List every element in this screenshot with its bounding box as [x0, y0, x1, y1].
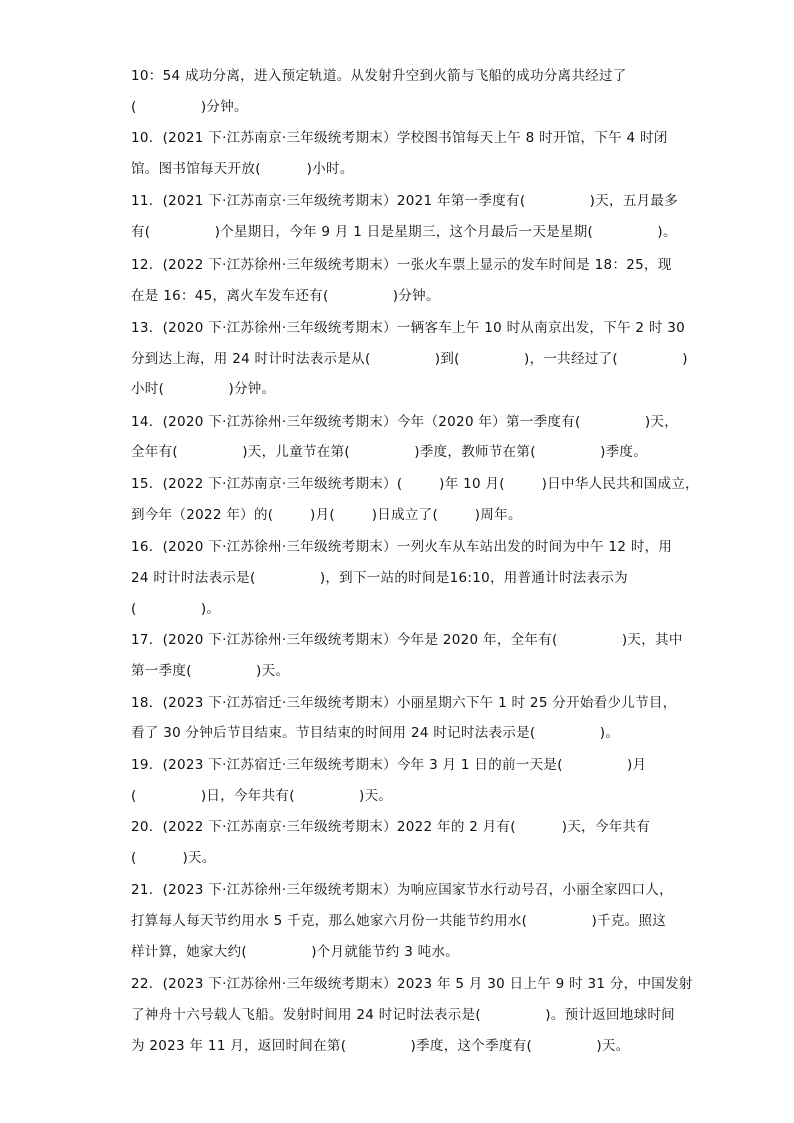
- text-line: 看了 30 分钟后节目结束。节目结束的时间用 24 时记时法表示是( )。: [131, 725, 620, 741]
- text-line: ( )分钟。: [131, 99, 248, 115]
- text-line: 10．(2021 下·江苏南京·三年级统考期末）学校图书馆每天上午 8 时开馆，下午 4 时闭: [131, 130, 668, 146]
- text-line: 22．(2023 下·江苏徐州·三年级统考期末）2023 年 5 月 30 日上午 9 时 31 分，中国发射: [131, 976, 693, 992]
- text-line: 小时( )分钟。: [131, 381, 276, 397]
- text-line: 样计算，她家大约( )个月就能节约 3 吨水。: [131, 944, 460, 960]
- text-line: 第一季度( )天。: [131, 663, 290, 679]
- text-line: 14．(2020 下·江苏徐州·三年级统考期末）今年（2020 年）第一季度有( )天，: [131, 414, 679, 430]
- text-line: 13．(2020 下·江苏徐州·三年级统考期末）一辆客车上午 10 时从南京出发，下午 2 时 30: [131, 320, 686, 336]
- text-line: 24 时计时法表示是( )，到下一站的时间是16:10，用普通计时法表示为: [131, 570, 628, 586]
- text-line: 15．(2022 下·江苏南京·三年级统考期末）( )年 10 月( )日中华人民共和国成立，: [131, 476, 699, 492]
- text-line: ( )日，今年共有( )天。: [131, 788, 393, 804]
- text-line: 打算每人每天节约用水 5 千克，那么她家六月份一共能节约用水( )千克。照这: [131, 913, 667, 929]
- text-line: 12．(2022 下·江苏徐州·三年级统考期末）一张火车票上显示的发车时间是 18：25，现: [131, 257, 672, 273]
- text-line: 在是 16：45，离火车发车还有( )分钟。: [131, 288, 440, 304]
- text-line: 18．(2023 下·江苏宿迁·三年级统考期末）小丽星期六下午 1 时 25 分开始看少儿节目，: [131, 695, 677, 711]
- text-line: 为 2023 年 11 月，返回时间在第( )季度，这个季度有( )天。: [131, 1038, 630, 1054]
- text-line: 馆。图书馆每天开放( )小时。: [131, 161, 354, 177]
- text-line: 20．(2022 下·江苏南京·三年级统考期末）2022 年的 2 月有( )天，今年共有: [131, 819, 651, 835]
- text-line: 19．(2023 下·江苏宿迁·三年级统考期末）今年 3 月 1 日的前一天是( )月: [131, 757, 647, 773]
- text-line: 11．(2021 下·江苏南京·三年级统考期末）2021 年第一季度有( )天，五月最多: [131, 193, 679, 209]
- text-line: 17．(2020 下·江苏徐州·三年级统考期末）今年是 2020 年，全年有( )天，其中: [131, 632, 683, 648]
- text-line: ( )天。: [131, 850, 216, 866]
- text-line: 到今年（2022 年）的( )月( )日成立了( )周年。: [131, 507, 522, 523]
- text-line: ( )。: [131, 601, 221, 617]
- text-line: 21．(2023 下·江苏徐州·三年级统考期末）为响应国家节水行动号召，小丽全家四口人，: [131, 882, 673, 898]
- text-line: 16．(2020 下·江苏徐州·三年级统考期末）一列火车从车站出发的时间为中午 12 时，用: [131, 539, 673, 555]
- text-line: 分到达上海，用 24 时计时法表示是从( )到( )，一共经过了( ): [131, 351, 688, 367]
- text-line: 全年有( )天，儿童节在第( )季度，教师节在第( )季度。: [131, 444, 648, 460]
- text-line: 10：54 成功分离，进入预定轨道。从发射升空到火箭与飞船的成功分离共经过了: [131, 68, 627, 84]
- text-line: 有( )个星期日，今年 9 月 1 日是星期三，这个月最后一天是星期( )。: [131, 224, 677, 240]
- text-line: 了神舟十六号载人飞船。发射时间用 24 时记时法表示是( )。预计返回地球时间: [131, 1007, 675, 1023]
